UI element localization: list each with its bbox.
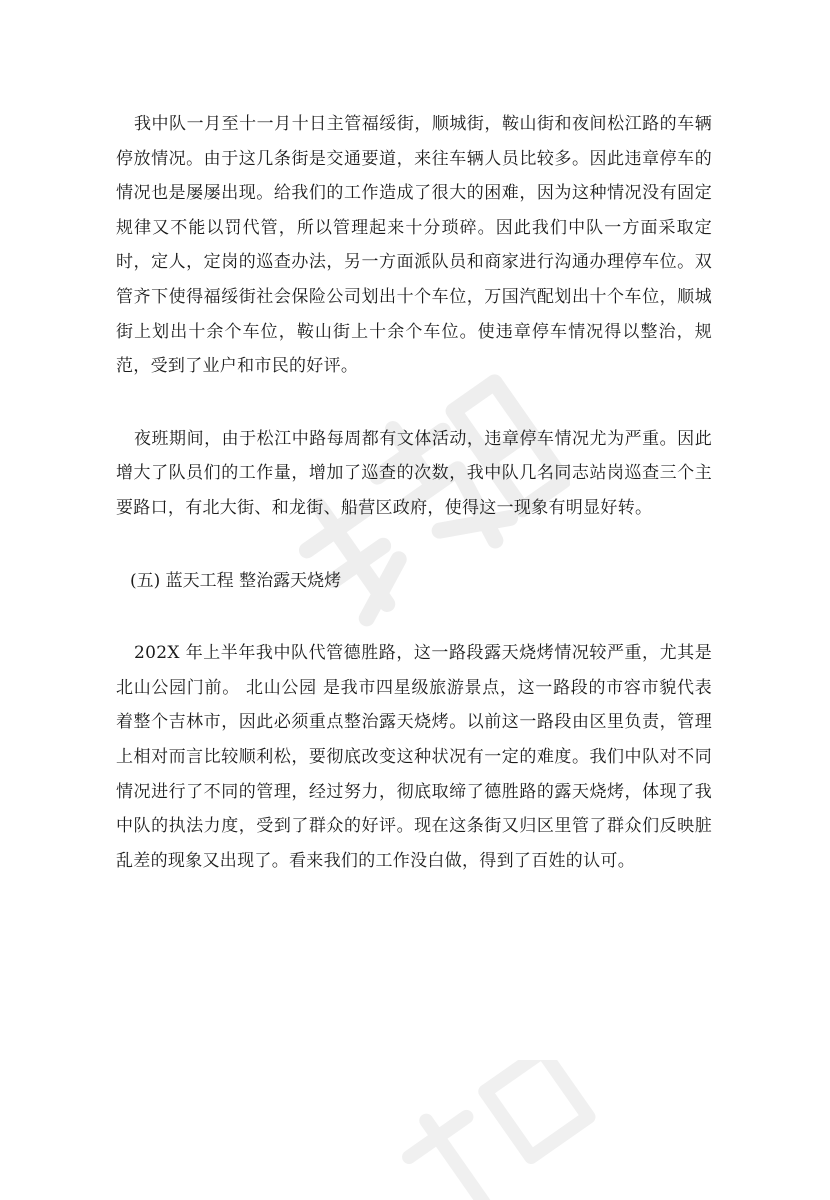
section-heading-blue-sky-project: (五) 蓝天工程 整治露天烧烤 bbox=[130, 570, 342, 591]
paragraph-outdoor-barbecue: 202X 年上半年我中队代管德胜路，这一路段露天烧烤情况较严重，尤其是北山公园门前。 北山公园 是我市四星级旅游景点，这一路段的市容市貌代表着整个吉林市，因此必须重点整治露天烧烤。以前这一路段由区里负责，管理上相对而言比较顺利松，要彻底改变这种状况有一定的难度。我们中队对不同情况进行了不同的管理，经过努力，彻底取缔了德胜路的露天烧烤，体现了我中队的执法力度，受到了群众的好评。现在这条街又归区里管了群众们反映脏乱差的现象又出现了。看来我们的工作没白做，得到了百姓的认可。 bbox=[116, 643, 712, 871]
watermark-graphic-bottom bbox=[370, 1060, 630, 1200]
document-body bbox=[116, 107, 712, 878]
paragraph-parking-management: 我中队一月至十一月十日主管福绥街，顺城街，鞍山街和夜间松江路的车辆停放情况。由于这几条街是交通要道，来往车辆人员比较多。因此违章停车的情况也是屡屡出现。给我们的工作造成了很大的困难，因为这种情况没有固定规律又不能以罚代管，所以管理起来十分琐碎。因此我们中队一方面采取定时，定人，定岗的巡查办法，另一方面派队员和商家进行沟通办理停车位。双管齐下使得福绥街社会保险公司划出十个车位，万国汽配划出十个车位，顺城街上划出十余个车位，鞍山街上十余个车位。使违章停车情况得以整治，规范，受到了业户和市民的好评。 bbox=[116, 114, 712, 377]
paragraph-night-shift: 夜班期间，由于松江中路每周都有文体活动，违章停车情况尤为严重。因此增大了队员们的工作量，增加了巡查的次数，我中队几名同志站岗巡查三个主要路口，有北大街、和龙街、船营区政府，使得这一现象有明显好转。 bbox=[116, 428, 712, 518]
